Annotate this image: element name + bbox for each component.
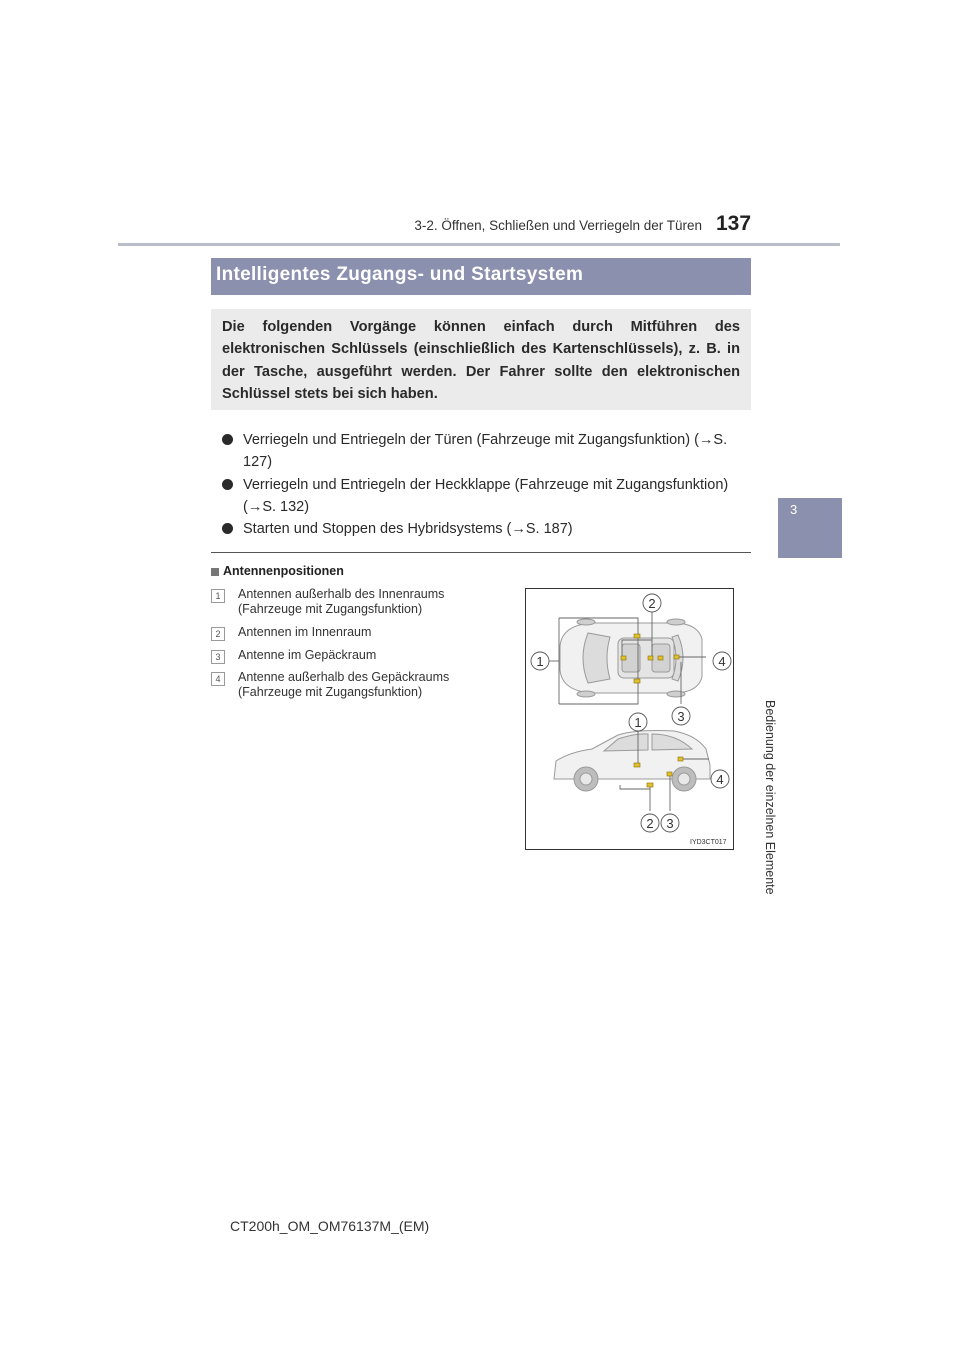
legend-text: Antennen außerhalb des Innenraums (Fahrzeuge mit Zugangsfunktion) <box>238 587 445 616</box>
section-divider <box>211 552 751 553</box>
callout-number: 2 <box>648 596 656 611</box>
antenna-diagram <box>526 589 733 849</box>
bullet-dot-icon <box>222 523 233 534</box>
subsection-heading-text: Antennenpositionen <box>223 564 344 578</box>
chapter-tab-number: 3 <box>790 502 798 517</box>
legend-number: 1 <box>211 589 225 603</box>
legend-number: 3 <box>211 650 225 664</box>
callout-number: 2 <box>646 816 654 831</box>
footer-code: CT200h_OM_OM76137M_(EM) <box>230 1218 430 1234</box>
legend-number: 2 <box>211 627 225 641</box>
header-title: 3-2. Öffnen, Schließen und Verriegeln der Türen <box>414 218 702 233</box>
callout-number: 3 <box>666 816 674 831</box>
callout-number: 1 <box>634 715 642 730</box>
section-title: Intelligentes Zugangs- und Startsystem <box>216 264 584 285</box>
square-bullet-icon <box>211 568 219 576</box>
chapter-tab <box>778 498 842 558</box>
callout-number: 3 <box>677 709 685 724</box>
page-number: 137 <box>716 212 752 235</box>
callout-number: 1 <box>536 654 544 669</box>
legend-text: Antenne im Gepäckraum <box>238 648 377 662</box>
intro-text: Die folgenden Vorgänge können einfach durch Mitführen des elektronischen Schlüssels (einschließlich des Kartenschlüssels), z. B. in der Tasche, ausgeführt werden. Der Fahrer sollte den elektronischen Schlüssel stets bei sich haben. <box>222 319 740 402</box>
bullet-dot-icon <box>222 434 233 445</box>
legend-number: 4 <box>211 672 225 686</box>
bullet-text: Verriegeln und Entriegeln der Heckklappe (Fahrzeuge mit Zugangsfunktion) (→S. 132) <box>243 477 729 515</box>
legend-text: Antenne außerhalb des Gepäckraums (Fahrzeuge mit Zugangsfunktion) <box>238 670 450 699</box>
chapter-label: Bedienung der einzelnen Elemente <box>763 700 777 895</box>
callout-number: 4 <box>718 654 726 669</box>
legend-text: Antennen im Innenraum <box>238 625 372 639</box>
antenna-figure <box>525 588 734 850</box>
figure-code: IYD3CT017 <box>690 839 727 846</box>
bullet-dot-icon <box>222 479 233 490</box>
bullet-text: Starten und Stoppen des Hybridsystems (→S. 187) <box>243 521 573 537</box>
callout-number: 4 <box>716 772 724 787</box>
bullet-text: Verriegeln und Entriegeln der Türen (Fahrzeuge mit Zugangsfunktion) (→S. 127) <box>243 432 728 470</box>
car-side-view <box>554 731 710 792</box>
header-rule <box>118 243 840 246</box>
subsection-heading <box>211 564 344 578</box>
